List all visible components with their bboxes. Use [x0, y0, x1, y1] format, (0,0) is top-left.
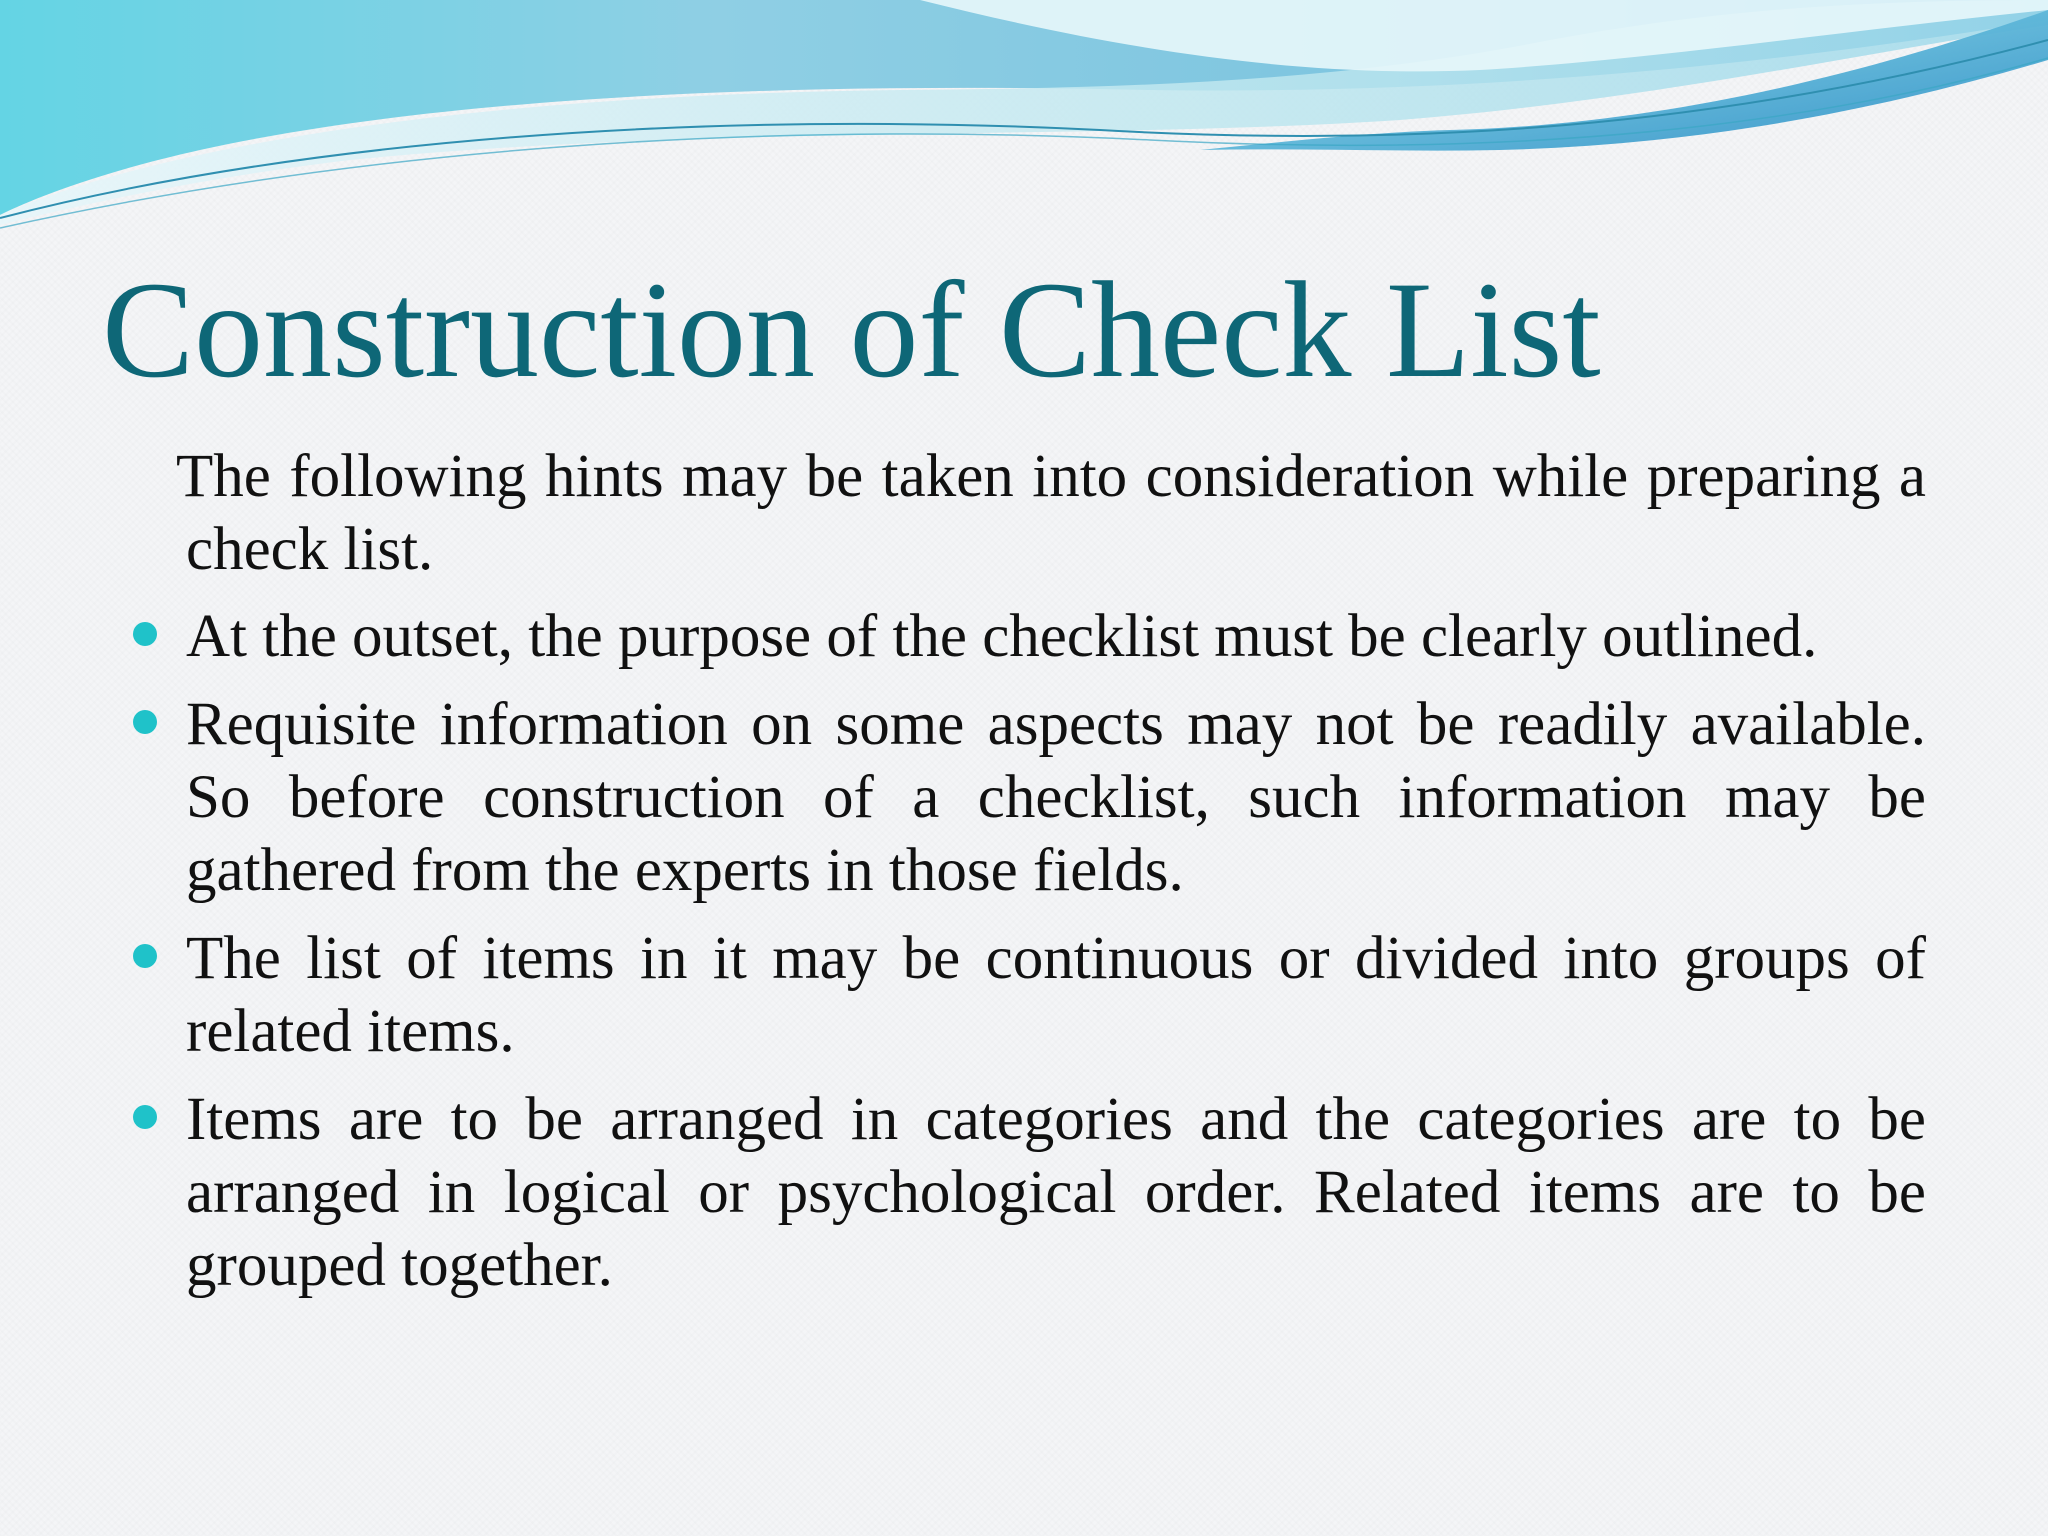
list-item [130, 922, 1926, 1068]
list-item [130, 600, 1926, 673]
header-wave-decoration [0, 0, 2048, 240]
slide-title: Construction of Check List [102, 253, 1601, 406]
list-item-text: The list of items in it may be continuous or divided into groups of related items. [186, 925, 1926, 1065]
bullet-list [130, 600, 1926, 1302]
list-item-text: At the outset, the purpose of the checklist must be clearly outlined. [186, 603, 1818, 670]
bullet-dot-icon [133, 1105, 157, 1129]
bullet-dot-icon [133, 710, 157, 734]
slide-body [130, 440, 1926, 1317]
intro-paragraph: The following hints may be taken into consideration while preparing a check list. [176, 443, 1926, 583]
list-item-text: Items are to be arranged in categories and the categories are to be arranged in logical or psychological order. Related items are to be grouped together. [186, 1086, 1926, 1299]
bullet-dot-icon [133, 622, 157, 646]
list-item [130, 688, 1926, 907]
bullet-dot-icon [133, 944, 157, 968]
list-item [130, 1083, 1926, 1302]
list-item-text: Requisite information on some aspects may not be readily available. So before construction of a checklist, such information may be gathered from the experts in those fields. [186, 691, 1926, 904]
